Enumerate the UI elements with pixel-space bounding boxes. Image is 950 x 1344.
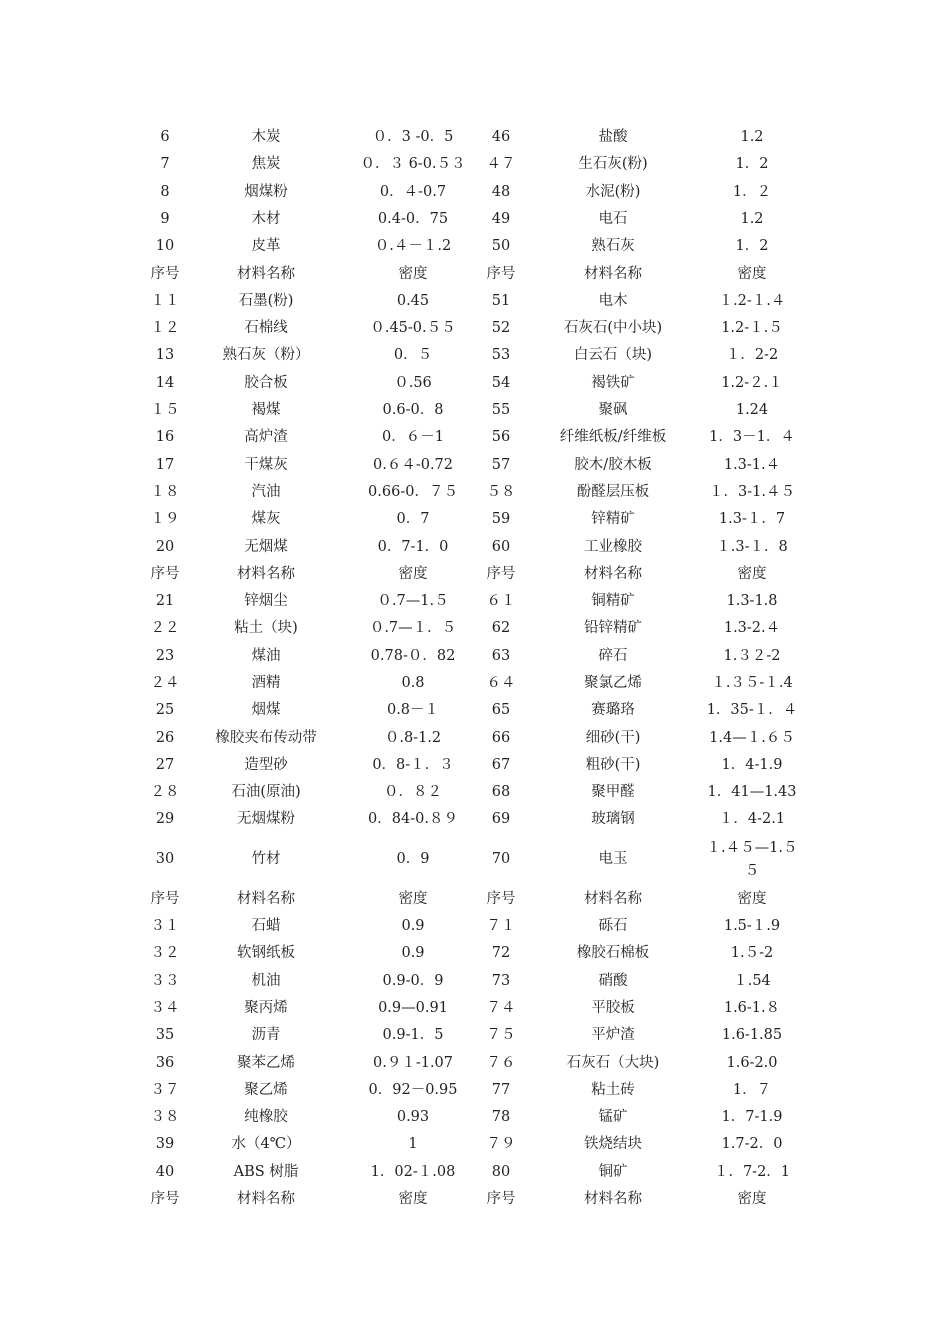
density-value: １.３５-１.4 (711, 674, 793, 691)
row-number: 59 (491, 511, 511, 528)
row-number: ３３ (150, 972, 180, 989)
row-number: 60 (491, 538, 511, 555)
density-value: 0．４-0.7 (379, 183, 447, 200)
header-row (0, 886, 950, 913)
density-value: 1．3－1．４ (709, 429, 795, 446)
table-row (0, 1077, 950, 1104)
density-value: １．3-1.４５ (709, 483, 795, 500)
row-number: 序号 (150, 1191, 180, 1208)
row-number: 54 (491, 374, 511, 391)
material-name: 胶木/胶木板 (574, 456, 652, 473)
row-number: ２２ (150, 620, 180, 637)
material-name: 无烟煤 (244, 538, 288, 555)
density-value: 1.3-2.４ (723, 620, 781, 637)
material-name: 玻璃钢 (591, 811, 635, 828)
material-name: 材料名称 (237, 890, 295, 907)
density-value: 0．６－1 (382, 429, 444, 446)
density-table (0, 124, 950, 1213)
density-value: 0.９１-1.07 (372, 1054, 454, 1071)
material-name: 沥青 (251, 1027, 281, 1044)
density-value: 密度 (398, 890, 428, 907)
material-name: 石灰石（大块) (566, 1054, 660, 1071)
density-value: 1．2 (735, 156, 769, 173)
density-value: ０.４－１.2 (374, 238, 452, 255)
material-name: 纤维纸板/纤维板 (559, 429, 667, 446)
table-row (0, 1104, 950, 1131)
material-name: 干煤灰 (244, 456, 288, 473)
material-name: 粘土砖 (591, 1081, 635, 1098)
density-value: 1．4-1.9 (721, 756, 783, 773)
table-row (0, 370, 950, 397)
row-number: 56 (491, 429, 511, 446)
density-value: 0．7-1．0 (377, 538, 449, 555)
row-number: ３８ (150, 1109, 180, 1126)
row-number: 30 (155, 851, 175, 868)
material-name: 烟煤 (251, 702, 281, 719)
density-value: １．2-2 (725, 347, 779, 364)
material-name: 电石 (598, 210, 628, 227)
material-name: 皮革 (251, 238, 281, 255)
row-number: 7 (160, 156, 170, 173)
density-value: 1．35-１．４ (706, 702, 798, 719)
row-number: 57 (491, 456, 511, 473)
row-number: 55 (491, 402, 511, 419)
row-number: ７１ (486, 918, 516, 935)
material-name: ABS 树脂 (233, 1163, 299, 1180)
table-row (0, 752, 950, 779)
row-number: 39 (155, 1136, 175, 1153)
density-value: ０.56 (394, 374, 432, 391)
density-value: 1.24 (735, 402, 769, 419)
table-row (0, 533, 950, 560)
material-name: 石油(原油) (231, 784, 301, 801)
table-row (0, 124, 950, 151)
material-name: 赛璐珞 (591, 702, 635, 719)
row-number: 29 (155, 811, 175, 828)
material-name: 铅锌精矿 (584, 620, 642, 637)
density-value: 0．7 (396, 511, 430, 528)
material-name: 平胶板 (591, 999, 635, 1016)
material-name: 焦炭 (251, 156, 281, 173)
density-value: 0.8 (401, 674, 425, 691)
material-name: 砾石 (598, 918, 628, 935)
header-row (0, 1186, 950, 1213)
row-number: ４７ (486, 156, 516, 173)
density-value: ０．3 -0．5 (372, 129, 454, 146)
row-number: 20 (155, 538, 175, 555)
row-number: 23 (155, 647, 175, 664)
row-number: 67 (491, 756, 511, 773)
table-row (0, 424, 950, 451)
row-number: 36 (155, 1054, 175, 1071)
density-value: 1．２ (732, 183, 772, 200)
material-name: 纯橡胶 (244, 1109, 288, 1126)
material-name: 材料名称 (584, 265, 642, 282)
density-value: 0.9—0.91 (378, 999, 448, 1016)
material-name: 聚砜 (598, 402, 628, 419)
density-value: 0．92－0.95 (368, 1081, 458, 1098)
material-name: 锌精矿 (591, 511, 635, 528)
table-row (0, 479, 950, 506)
density-value: 1．41—1.43 (707, 784, 797, 801)
density-value: 0.9-0．9 (382, 972, 444, 989)
row-number: 46 (491, 129, 511, 146)
material-name: 工业橡胶 (584, 538, 642, 555)
row-number: ５８ (486, 483, 516, 500)
material-name: 白云石（块) (573, 347, 653, 364)
row-number: 13 (155, 347, 175, 364)
density-value: 0.45 (396, 292, 430, 309)
row-number: 63 (491, 647, 511, 664)
material-name: 材料名称 (584, 565, 642, 582)
table-row (0, 834, 950, 886)
material-name: 机油 (251, 972, 281, 989)
row-number: １１ (150, 292, 180, 309)
row-number: ６４ (486, 674, 516, 691)
density-value: 1.6-2.0 (726, 1054, 778, 1071)
density-value: １．7-2．1 (713, 1163, 791, 1180)
density-value: ０.7—１．５ (369, 620, 457, 637)
header-row (0, 561, 950, 588)
table-row (0, 452, 950, 479)
row-number: ３４ (150, 999, 180, 1016)
density-value: 1．7-1.9 (721, 1109, 783, 1126)
material-name: 水泥(粉) (585, 183, 641, 200)
row-number: 序号 (486, 565, 516, 582)
row-number: 序号 (486, 265, 516, 282)
material-name: 石蜡 (251, 918, 281, 935)
density-value: １.3-１．8 (716, 538, 788, 555)
material-name: 聚氯乙烯 (584, 674, 642, 691)
density-value: 1 (408, 1136, 418, 1153)
row-number: 78 (491, 1109, 511, 1126)
density-value: 1.2-１.５ (721, 320, 783, 337)
density-value: 0.9-1．5 (382, 1027, 444, 1044)
material-name: 碎石 (598, 647, 628, 664)
material-name: 橡胶夹布传动带 (215, 729, 317, 746)
row-number: ７４ (486, 999, 516, 1016)
table-row (0, 697, 950, 724)
material-name: 材料名称 (237, 1191, 295, 1208)
material-name: 生石灰(粉) (578, 156, 648, 173)
row-number: ２８ (150, 784, 180, 801)
row-number: 65 (491, 702, 511, 719)
row-number: 62 (491, 620, 511, 637)
density-value: 0.93 (396, 1109, 430, 1126)
row-number: 35 (155, 1027, 175, 1044)
material-name: 酒精 (251, 674, 281, 691)
row-number: 73 (491, 972, 511, 989)
density-value: 1.2 (740, 129, 764, 146)
table-row (0, 1159, 950, 1186)
density-value: 密度 (398, 265, 428, 282)
material-name: 木炭 (251, 129, 281, 146)
table-row (0, 670, 950, 697)
table-row (0, 206, 950, 233)
density-value: 0．84-0.８９ (368, 811, 458, 828)
row-number: 40 (155, 1163, 175, 1180)
row-number: 69 (491, 811, 511, 828)
material-name: 硝酸 (598, 972, 628, 989)
row-number: 53 (491, 347, 511, 364)
material-name: 高炉渣 (244, 429, 288, 446)
table-row (0, 940, 950, 967)
row-number: 序号 (486, 890, 516, 907)
row-number: 序号 (486, 1191, 516, 1208)
row-number: 26 (155, 729, 175, 746)
row-number: １２ (150, 320, 180, 337)
material-name: 橡胶石棉板 (576, 945, 650, 962)
density-value: 0．５ (393, 347, 433, 364)
material-name: 细砂(干) (585, 729, 641, 746)
density-value: ０．８２ (384, 784, 442, 801)
table-row (0, 995, 950, 1022)
row-number: 21 (155, 593, 175, 610)
row-number: 80 (491, 1163, 511, 1180)
density-value: 1.５-2 (730, 945, 774, 962)
row-number: ３１ (150, 918, 180, 935)
material-name: 铜矿 (598, 1163, 628, 1180)
material-name: 盐酸 (598, 129, 628, 146)
row-number: ７９ (486, 1136, 516, 1153)
material-name: 汽油 (251, 483, 281, 500)
row-number: ７６ (486, 1054, 516, 1071)
row-number: ２４ (150, 674, 180, 691)
table-row (0, 588, 950, 615)
density-value: 0.66-0．７５ (368, 483, 458, 500)
density-value: 1.7-2．0 (721, 1136, 783, 1153)
material-name: 锌烟尘 (244, 593, 288, 610)
row-number: 序号 (150, 265, 180, 282)
material-name: 软钢纸板 (237, 945, 295, 962)
density-value: ０．３ 6-0.５３ (360, 156, 466, 173)
density-value: 0．9 (396, 851, 430, 868)
table-row (0, 1050, 950, 1077)
table-row (0, 1131, 950, 1158)
density-value: １．4-2.1 (718, 811, 786, 828)
row-number: 66 (491, 729, 511, 746)
material-name: 材料名称 (584, 890, 642, 907)
material-name: 石灰石(中小块) (563, 320, 663, 337)
table-row (0, 913, 950, 940)
row-number: 9 (160, 210, 170, 227)
material-name: 胶合板 (244, 374, 288, 391)
material-name: 锰矿 (598, 1109, 628, 1126)
table-row (0, 1022, 950, 1049)
row-number: 49 (491, 210, 511, 227)
row-number: 72 (491, 945, 511, 962)
row-number: １８ (150, 483, 180, 500)
row-number: ７５ (486, 1027, 516, 1044)
row-number: ３２ (150, 945, 180, 962)
density-value: 1.4—１.６５ (709, 729, 795, 746)
material-name: 粘土（块) (234, 620, 298, 637)
row-number: １９ (150, 511, 180, 528)
material-name: 聚苯乙烯 (237, 1054, 295, 1071)
material-name: 石墨(粉) (238, 292, 294, 309)
density-value: 1.3-1.４ (723, 456, 781, 473)
density-value: 1.5-１.9 (723, 918, 781, 935)
material-name: 电玉 (598, 851, 628, 868)
density-value: 0.8－１ (386, 702, 440, 719)
row-number: ６１ (486, 593, 516, 610)
material-name: 木材 (251, 210, 281, 227)
density-value: ０.45-0.５５ (370, 320, 456, 337)
material-name: 造型砂 (244, 756, 288, 773)
row-number: 68 (491, 784, 511, 801)
material-name: 烟煤粉 (244, 183, 288, 200)
density-value: 密度 (398, 565, 428, 582)
density-value: 0.78-０．82 (370, 647, 456, 664)
material-name: 铁烧结块 (584, 1136, 642, 1153)
row-number: 48 (491, 183, 511, 200)
density-value: 0.６４-0.72 (372, 456, 454, 473)
row-number: 10 (155, 238, 175, 255)
table-row (0, 615, 950, 642)
material-name: 竹材 (251, 851, 281, 868)
row-number: 25 (155, 702, 175, 719)
row-number: 8 (160, 183, 170, 200)
row-number: １５ (150, 402, 180, 419)
material-name: 聚甲醛 (591, 784, 635, 801)
density-value: １.2-１.４ (718, 292, 786, 309)
table-row (0, 806, 950, 833)
material-name: 煤油 (251, 647, 281, 664)
header-row (0, 260, 950, 287)
table-row (0, 643, 950, 670)
table-row (0, 968, 950, 995)
material-name: 酚醛层压板 (576, 483, 650, 500)
row-number: 51 (491, 292, 511, 309)
table-row (0, 233, 950, 260)
table-row (0, 288, 950, 315)
material-name: 褐煤 (251, 402, 281, 419)
material-name: 铜精矿 (591, 593, 635, 610)
density-value: 1.2-２.１ (721, 374, 783, 391)
material-name: 粗砂(干) (585, 756, 641, 773)
density-value: 0．8-１．３ (372, 756, 454, 773)
row-number: 70 (491, 851, 511, 868)
density-value: 密度 (737, 265, 767, 282)
density-value: 密度 (398, 1191, 428, 1208)
density-value: 1.6-1.８ (723, 999, 781, 1016)
density-value: 密度 (737, 890, 767, 907)
material-name: 材料名称 (237, 265, 295, 282)
row-number: ３７ (150, 1081, 180, 1098)
density-value: 1.３２-2 (723, 647, 781, 664)
density-value: 1．02-１.08 (370, 1163, 456, 1180)
material-name: 石棉线 (244, 320, 288, 337)
density-value: １.４５—1.５５ (706, 840, 798, 879)
material-name: 熟石灰 (591, 238, 635, 255)
row-number: 16 (155, 429, 175, 446)
density-value: ０.8-1.2 (384, 729, 442, 746)
density-value: 0.6-0．8 (382, 402, 444, 419)
table-row (0, 342, 950, 369)
density-value: 1．2 (735, 238, 769, 255)
material-name: 材料名称 (237, 565, 295, 582)
row-number: 14 (155, 374, 175, 391)
row-number: 序号 (150, 565, 180, 582)
row-number: 序号 (150, 890, 180, 907)
density-value: 1.3-１．7 (718, 511, 786, 528)
density-value: １.54 (733, 972, 771, 989)
row-number: 50 (491, 238, 511, 255)
table-row (0, 779, 950, 806)
density-value: 0.9 (401, 918, 425, 935)
material-name: 熟石灰（粉） (222, 347, 310, 364)
row-number: 6 (160, 129, 170, 146)
table-row (0, 151, 950, 178)
material-name: 材料名称 (584, 1191, 642, 1208)
material-name: 电木 (598, 292, 628, 309)
density-value: 0.4-0．75 (377, 210, 449, 227)
material-name: 无烟煤粉 (237, 811, 295, 828)
density-value: 1．７ (732, 1081, 772, 1098)
material-name: 褐铁矿 (591, 374, 635, 391)
density-value: 密度 (737, 1191, 767, 1208)
density-value: 1.3-1.8 (726, 593, 778, 610)
material-name: 平炉渣 (591, 1027, 635, 1044)
material-name: 水（4℃） (231, 1136, 301, 1153)
material-name: 聚丙烯 (244, 999, 288, 1016)
density-value: 0.9 (401, 945, 425, 962)
row-number: 27 (155, 756, 175, 773)
material-name: 聚乙烯 (244, 1081, 288, 1098)
material-name: 煤灰 (251, 511, 281, 528)
density-value: 1.2 (740, 210, 764, 227)
table-row (0, 506, 950, 533)
table-row (0, 725, 950, 752)
table-row (0, 315, 950, 342)
table-row (0, 179, 950, 206)
density-value: ０.7—1.５ (377, 593, 449, 610)
row-number: 52 (491, 320, 511, 337)
density-value: 1.6-1.85 (721, 1027, 783, 1044)
row-number: 17 (155, 456, 175, 473)
density-value: 密度 (737, 565, 767, 582)
table-row (0, 397, 950, 424)
row-number: 77 (491, 1081, 511, 1098)
